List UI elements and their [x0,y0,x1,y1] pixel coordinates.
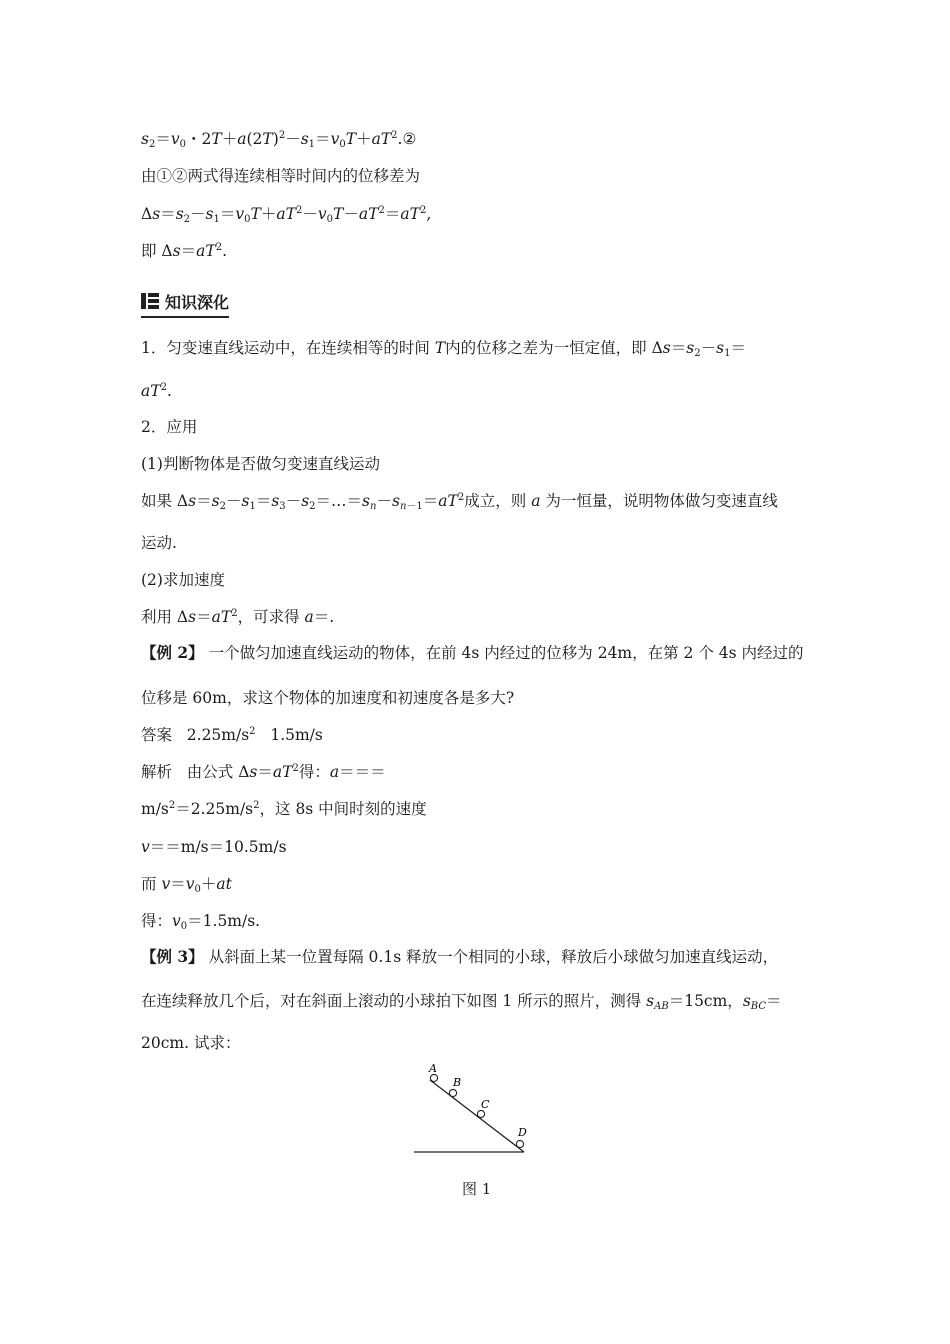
label-a: A [429,1062,437,1075]
derivation-line-2: 由①②两式得连续相等时间内的位移差为 [141,167,421,185]
knowledge-condition-cont: 运动. [141,534,177,552]
derivation-line-3: $\Delta s=s_2-s_1=v_0T+aT^2-v_0T-aT^2=aT^2$, [141,205,432,225]
knowledge-item-1-cont: $aT^2$. [141,382,172,400]
example-2-question: 【例 2】 一个做匀加速直线运动的物体，在前 4s 内经过的位移为 24m，在第 2 个 4s 内经过的 [141,643,804,662]
example-2-question-cont: 位移是 60m，求这个物体的加速度和初速度各是多大? [141,689,515,707]
section-heading [141,288,229,318]
figure-caption: 图 1 [462,1180,492,1198]
example-2-solution-1: 解析 由公式 $\Delta s=aT^2$得：a＝＝＝ [141,763,386,781]
knowledge-acceleration: 利用 $\Delta s=aT^2$，可求得 a＝. [141,608,335,626]
example-2-answer: 答案 $2.25m/s^2$ 1.5m/s [141,726,323,744]
knowledge-subitem-2: (2)求加速度 [141,571,225,589]
ball-c [477,1110,484,1117]
ball-b [449,1089,456,1096]
section-title: 知识深化 [165,292,230,312]
label-b: B [453,1076,462,1089]
incline-figure [412,1062,537,1162]
knowledge-condition: 如果 $\Delta s=s_2-s_1=s_3-s_2=\dots=s_n-s_{n-1}=aT^2$成立，则 a 为一恒量，说明物体做匀变速直线 [141,492,778,512]
knowledge-subitem-1: (1)判断物体是否做匀变速直线运动 [141,455,380,473]
example-3-question: 【例 3】 从斜面上某一位置每隔 0.1s 释放一个相同的小球，释放后小球做匀加速直线运动， [141,947,779,966]
label-d: D [518,1126,527,1139]
derivation-line-1: $s_2=v_0$・$2T+a(2T)^2-s_1=v_0T+aT^2.②$ [141,130,417,150]
example-3-question-cont: 在连续释放几个后，对在斜面上滚动的小球拍下如图 1 所示的照片，测得 $s_{AB}=15cm$，$s_{BC}=$ [141,992,782,1012]
ball-a [430,1074,437,1081]
section-bars-icon [141,293,159,309]
example-2-solution-4: 而 $v=v_0+at$ [141,875,232,895]
knowledge-item-2: 2．应用 [141,418,198,436]
example-2-solution-3: v＝＝m/s＝10.5m/s [141,838,287,856]
example-2-solution-5: 得：$v_0=1.5m/s$. [141,912,261,932]
ball-d [516,1140,523,1147]
example-2-solution-2: $m/s^2=2.25m/s^2$，这 8s 中间时刻的速度 [141,800,427,818]
derivation-line-4: 即 $\Delta s=aT^2$. [141,242,228,260]
incline-line [430,1080,524,1152]
label-c: C [481,1098,490,1111]
example-3-question-end: 20cm. 试求： [141,1034,241,1052]
knowledge-item-1: 1．匀变速直线运动中，在连续相等的时间 T内的位移之差为一恒定值，即 $\Delta s=s_2-s_1=$ [141,339,746,359]
